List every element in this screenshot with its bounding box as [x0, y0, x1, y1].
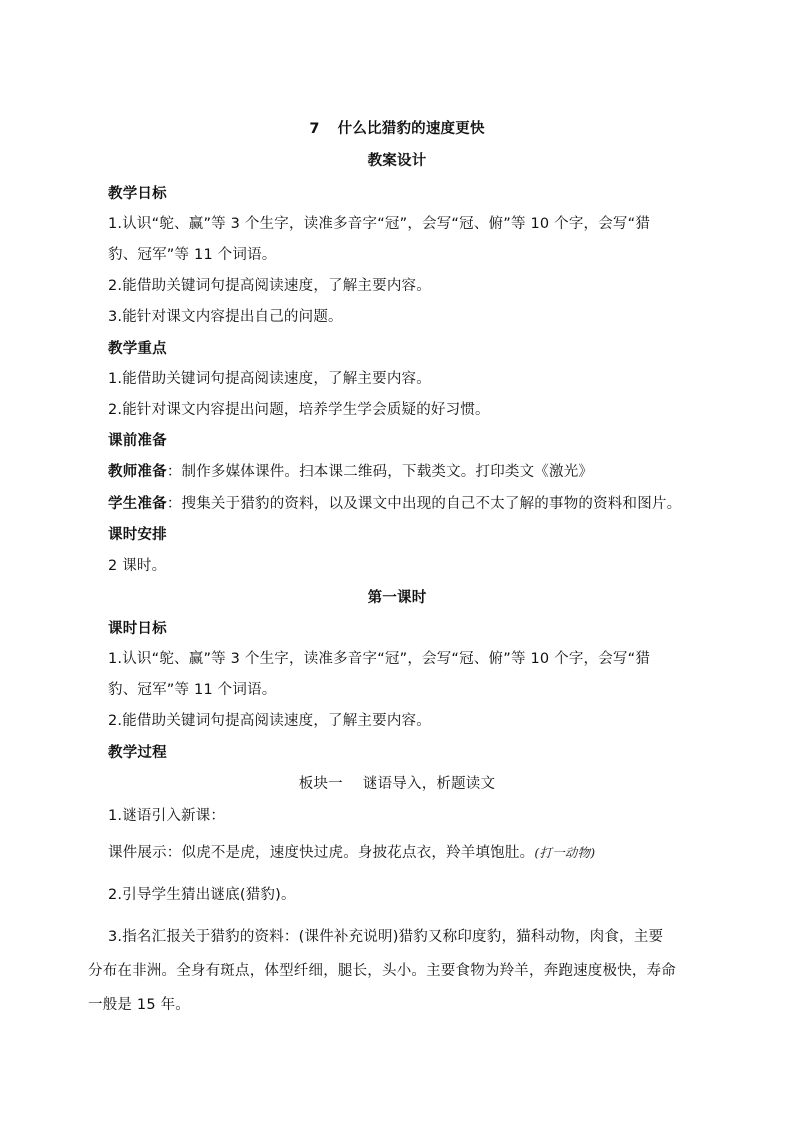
- block-1-heading: [0, 774, 794, 794]
- step-3-line-1: 3.指名汇报关于猎豹的资料：(课件补充说明)猎豹又称印度豹，猫科动物，肉食，主要: [108, 929, 664, 945]
- period-goal-1-line-2: 豹、冠军”等 11 个词语。: [108, 682, 277, 698]
- riddle-text: 课件展示：似虎不是虎，速度快过虎。身披花点衣，羚羊填饱肚。: [108, 845, 535, 861]
- block-1-title: 谜语导入，析题读文: [362, 776, 496, 792]
- student-prep: [108, 494, 681, 514]
- block-1-label: 板块一: [298, 776, 343, 792]
- lesson-subtitle: 教案设计: [367, 153, 427, 169]
- step-2: 2.引导学生猜出谜底(猎豹)。: [108, 887, 296, 903]
- goal-item-1-line-1: 1.认识“鸵、赢”等 3 个生字，读准多音字“冠”，会写“冠、俯”等 10 个字，会写“猎: [108, 216, 651, 232]
- schedule-text: 2 课时。: [108, 558, 167, 574]
- focus-item-1: 1.能借助关键词句提高阅读速度，了解主要内容。: [108, 371, 431, 387]
- step-3-line-3: 一般是 15 年。: [88, 997, 190, 1013]
- goal-item-2: 2.能借助关键词句提高阅读速度，了解主要内容。: [108, 278, 431, 294]
- lesson-title: [0, 119, 794, 139]
- goal-item-3: 3.能针对课文内容提出自己的问题。: [108, 309, 343, 325]
- teacher-prep-text: ：制作多媒体课件。扫本课二维码，下载类文。打印类文《激光》: [166, 464, 594, 480]
- step-1: 1.谜语引入新课：: [108, 808, 226, 824]
- lesson-number: 7: [309, 121, 320, 137]
- goal-item-1-line-2: 豹、冠军”等 11 个词语。: [108, 247, 277, 263]
- teacher-prep: [108, 462, 593, 482]
- goals-heading: 教学日标: [108, 186, 167, 202]
- teacher-prep-label: 教师准备: [108, 464, 167, 480]
- process-heading: 教学过程: [108, 745, 167, 761]
- period-goal-1-line-1: 1.认识“鸵、赢”等 3 个生字，读准多音字“冠”，会写“冠、俯”等 10 个字，会写“猎: [108, 651, 651, 667]
- step-3-line-2: 分布在非洲。全身有斑点，体型纤细，腿长，头小。主要食物为羚羊，奔跑速度极快，寿命: [88, 963, 676, 979]
- prep-heading: 课前准备: [108, 433, 167, 449]
- riddle-hint: (打一动物): [534, 845, 596, 860]
- schedule-heading: 课时安排: [108, 527, 167, 543]
- student-prep-text: ：搜集关于猎豹的资料，以及课文中出现的自己不太了解的事物的资料和图片。: [166, 496, 682, 512]
- period-goal-2: 2.能借助关键词句提高阅读速度，了解主要内容。: [108, 713, 431, 729]
- student-prep-label: 学生准备: [108, 496, 167, 512]
- focus-item-2: 2.能针对课文内容提出问题，培养学生学会质疑的好习惯。: [108, 402, 490, 418]
- period-1-title: 第一课时: [367, 590, 427, 606]
- step-1-display: [108, 843, 595, 863]
- period-goals-heading: 课时日标: [108, 621, 167, 637]
- focus-heading: 教学重点: [108, 341, 167, 357]
- lesson-title-text: 什么比猎豹的速度更快: [337, 121, 485, 137]
